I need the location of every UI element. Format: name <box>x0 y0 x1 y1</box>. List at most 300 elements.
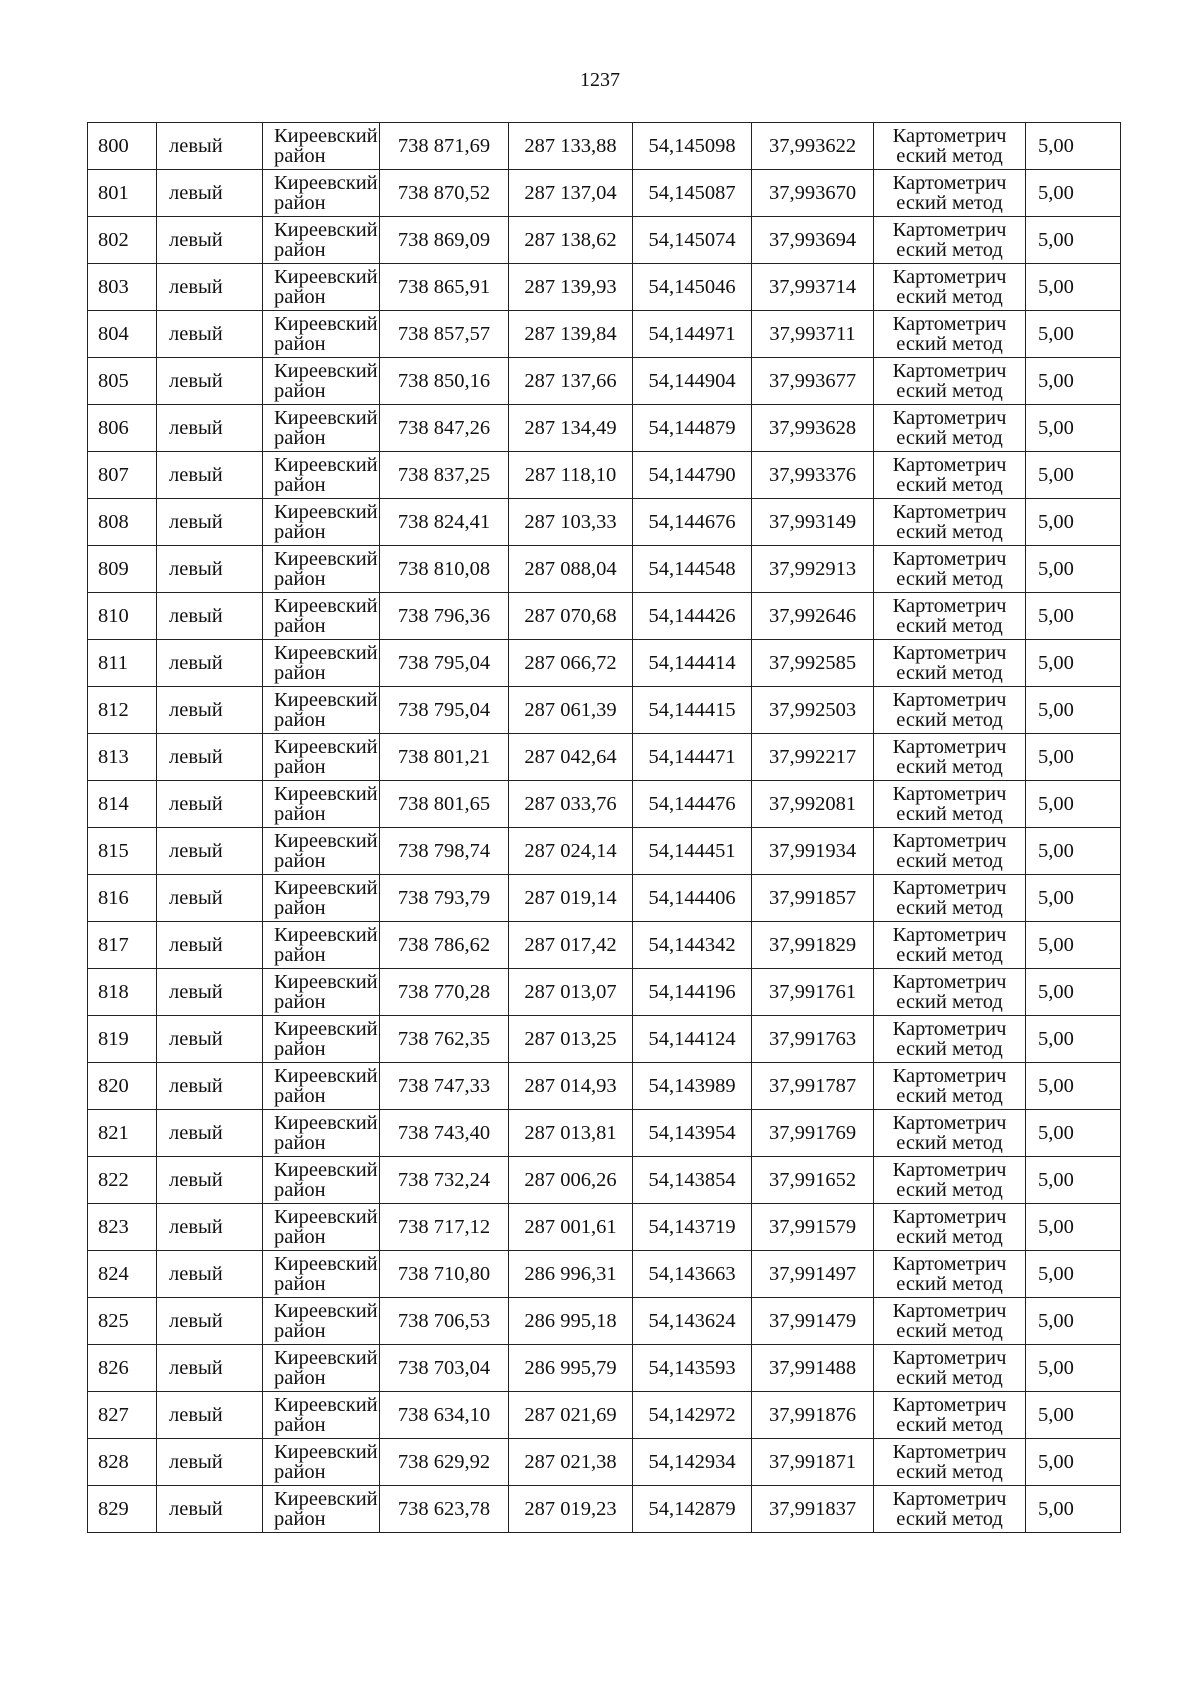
cell-x: 738 870,52 <box>380 170 509 217</box>
cell-region <box>263 1063 380 1110</box>
cell-method-line: Картометрич <box>892 1394 1007 1416</box>
cell-method-line: еский метод <box>896 286 1003 308</box>
table-body <box>88 123 1121 1533</box>
cell-side: левый <box>157 781 263 828</box>
cell-x: 738 810,08 <box>380 546 509 593</box>
cell-longitude: 37,991871 <box>752 1439 874 1486</box>
cell-region-line: район <box>274 1132 326 1154</box>
cell-region-line: Киреевский <box>274 1347 378 1369</box>
cell-region-line: район <box>274 756 326 778</box>
cell-region <box>263 358 380 405</box>
cell-latitude: 54,144476 <box>633 781 752 828</box>
table-row <box>88 311 1121 358</box>
table-row <box>88 687 1121 734</box>
table-row <box>88 1204 1121 1251</box>
cell-accuracy: 5,00 <box>1026 123 1121 170</box>
cell-side: левый <box>157 687 263 734</box>
cell-method <box>874 734 1026 781</box>
cell-region-line: Киреевский <box>274 971 378 993</box>
cell-longitude: 37,993670 <box>752 170 874 217</box>
cell-method <box>874 640 1026 687</box>
cell-region-line: Киреевский <box>274 1112 378 1134</box>
cell-region-line: район <box>274 1367 326 1389</box>
cell-region-line: район <box>274 333 326 355</box>
cell-point-number: 802 <box>88 217 157 264</box>
cell-side: левый <box>157 922 263 969</box>
cell-longitude: 37,992585 <box>752 640 874 687</box>
cell-point-number: 813 <box>88 734 157 781</box>
cell-x: 738 786,62 <box>380 922 509 969</box>
cell-region-line: Киреевский <box>274 407 378 429</box>
cell-region <box>263 1110 380 1157</box>
cell-longitude: 37,993714 <box>752 264 874 311</box>
cell-method-line: Картометрич <box>892 1300 1007 1322</box>
cell-side: левый <box>157 1063 263 1110</box>
table-row <box>88 1345 1121 1392</box>
table-row <box>88 828 1121 875</box>
cell-method-line: еский метод <box>896 850 1003 872</box>
cell-region <box>263 593 380 640</box>
cell-point-number: 805 <box>88 358 157 405</box>
cell-method-line: еский метод <box>896 803 1003 825</box>
cell-method-line: Картометрич <box>892 924 1007 946</box>
cell-y: 287 088,04 <box>509 546 633 593</box>
cell-x: 738 793,79 <box>380 875 509 922</box>
cell-method-line: еский метод <box>896 1132 1003 1154</box>
cell-region <box>263 1204 380 1251</box>
cell-point-number: 822 <box>88 1157 157 1204</box>
cell-method-line: еский метод <box>896 709 1003 731</box>
cell-region <box>263 311 380 358</box>
table-row <box>88 358 1121 405</box>
cell-method-line: Картометрич <box>892 595 1007 617</box>
cell-accuracy: 5,00 <box>1026 687 1121 734</box>
cell-y: 287 019,23 <box>509 1486 633 1533</box>
cell-method <box>874 1251 1026 1298</box>
cell-method-line: еский метод <box>896 145 1003 167</box>
cell-point-number: 810 <box>88 593 157 640</box>
cell-y: 287 001,61 <box>509 1204 633 1251</box>
cell-region-line: район <box>274 1414 326 1436</box>
cell-region-line: Киреевский <box>274 1065 378 1087</box>
cell-accuracy: 5,00 <box>1026 1298 1121 1345</box>
cell-method <box>874 358 1026 405</box>
cell-region <box>263 1486 380 1533</box>
cell-method-line: Картометрич <box>892 360 1007 382</box>
cell-region <box>263 264 380 311</box>
cell-region-line: район <box>274 1461 326 1483</box>
cell-side: левый <box>157 123 263 170</box>
cell-region <box>263 734 380 781</box>
cell-side: левый <box>157 1204 263 1251</box>
cell-x: 738 871,69 <box>380 123 509 170</box>
cell-method-line: еский метод <box>896 662 1003 684</box>
cell-longitude: 37,993694 <box>752 217 874 264</box>
cell-region-line: район <box>274 662 326 684</box>
cell-side: левый <box>157 1298 263 1345</box>
cell-method <box>874 875 1026 922</box>
cell-side: левый <box>157 358 263 405</box>
cell-region <box>263 687 380 734</box>
cell-latitude: 54,142879 <box>633 1486 752 1533</box>
table-row <box>88 1392 1121 1439</box>
cell-region-line: район <box>274 1273 326 1295</box>
cell-accuracy: 5,00 <box>1026 1392 1121 1439</box>
cell-y: 287 013,81 <box>509 1110 633 1157</box>
cell-region-line: Киреевский <box>274 736 378 758</box>
cell-method-line: еский метод <box>896 1038 1003 1060</box>
cell-region-line: Киреевский <box>274 548 378 570</box>
cell-accuracy: 5,00 <box>1026 1110 1121 1157</box>
cell-region-line: район <box>274 991 326 1013</box>
cell-side: левый <box>157 640 263 687</box>
cell-latitude: 54,144426 <box>633 593 752 640</box>
cell-x: 738 710,80 <box>380 1251 509 1298</box>
cell-region-line: район <box>274 239 326 261</box>
cell-region-line: район <box>274 427 326 449</box>
table-row <box>88 170 1121 217</box>
cell-method-line: Картометрич <box>892 407 1007 429</box>
cell-region-line: Киреевский <box>274 924 378 946</box>
table-row <box>88 1486 1121 1533</box>
cell-method-line: Картометрич <box>892 1253 1007 1275</box>
cell-y: 287 066,72 <box>509 640 633 687</box>
cell-region-line: район <box>274 568 326 590</box>
cell-accuracy: 5,00 <box>1026 1439 1121 1486</box>
cell-region <box>263 1251 380 1298</box>
cell-x: 738 762,35 <box>380 1016 509 1063</box>
cell-latitude: 54,144790 <box>633 452 752 499</box>
cell-x: 738 717,12 <box>380 1204 509 1251</box>
cell-side: левый <box>157 734 263 781</box>
cell-side: левый <box>157 546 263 593</box>
cell-accuracy: 5,00 <box>1026 1063 1121 1110</box>
cell-method-line: Картометрич <box>892 1112 1007 1134</box>
cell-latitude: 54,142934 <box>633 1439 752 1486</box>
cell-longitude: 37,992646 <box>752 593 874 640</box>
cell-longitude: 37,991787 <box>752 1063 874 1110</box>
cell-method-line: еский метод <box>896 1320 1003 1342</box>
cell-latitude: 54,145074 <box>633 217 752 264</box>
cell-method-line: Картометрич <box>892 548 1007 570</box>
cell-point-number: 803 <box>88 264 157 311</box>
cell-latitude: 54,145098 <box>633 123 752 170</box>
cell-method <box>874 593 1026 640</box>
cell-longitude: 37,993622 <box>752 123 874 170</box>
cell-side: левый <box>157 452 263 499</box>
table-row <box>88 1251 1121 1298</box>
cell-method <box>874 687 1026 734</box>
cell-latitude: 54,143954 <box>633 1110 752 1157</box>
cell-y: 286 995,18 <box>509 1298 633 1345</box>
cell-region-line: Киреевский <box>274 877 378 899</box>
cell-latitude: 54,144196 <box>633 969 752 1016</box>
cell-accuracy: 5,00 <box>1026 1251 1121 1298</box>
cell-side: левый <box>157 1486 263 1533</box>
cell-method-line: Картометрич <box>892 266 1007 288</box>
cell-longitude: 37,993149 <box>752 499 874 546</box>
cell-method <box>874 1345 1026 1392</box>
cell-latitude: 54,144879 <box>633 405 752 452</box>
cell-x: 738 850,16 <box>380 358 509 405</box>
cell-method-line: еский метод <box>896 380 1003 402</box>
cell-point-number: 825 <box>88 1298 157 1345</box>
cell-region-line: район <box>274 192 326 214</box>
cell-region-line: район <box>274 145 326 167</box>
cell-latitude: 54,143719 <box>633 1204 752 1251</box>
cell-region <box>263 452 380 499</box>
cell-accuracy: 5,00 <box>1026 781 1121 828</box>
cell-longitude: 37,992217 <box>752 734 874 781</box>
cell-method <box>874 1486 1026 1533</box>
cell-method-line: Картометрич <box>892 1347 1007 1369</box>
cell-method <box>874 1110 1026 1157</box>
cell-region-line: Киреевский <box>274 1206 378 1228</box>
cell-accuracy: 5,00 <box>1026 969 1121 1016</box>
cell-region <box>263 1298 380 1345</box>
cell-method-line: еский метод <box>896 474 1003 496</box>
cell-region <box>263 640 380 687</box>
cell-y: 287 033,76 <box>509 781 633 828</box>
cell-region-line: район <box>274 1320 326 1342</box>
cell-region-line: район <box>274 1226 326 1248</box>
table-row <box>88 922 1121 969</box>
cell-latitude: 54,143989 <box>633 1063 752 1110</box>
cell-method-line: еский метод <box>896 568 1003 590</box>
cell-region-line: Киреевский <box>274 1488 378 1510</box>
cell-method-line: еский метод <box>896 1461 1003 1483</box>
cell-longitude: 37,991761 <box>752 969 874 1016</box>
cell-longitude: 37,992503 <box>752 687 874 734</box>
table-row <box>88 123 1121 170</box>
cell-region-line: район <box>274 286 326 308</box>
cell-method <box>874 1439 1026 1486</box>
cell-x: 738 857,57 <box>380 311 509 358</box>
cell-accuracy: 5,00 <box>1026 217 1121 264</box>
cell-point-number: 806 <box>88 405 157 452</box>
cell-region-line: район <box>274 944 326 966</box>
cell-y: 287 021,69 <box>509 1392 633 1439</box>
cell-x: 738 747,33 <box>380 1063 509 1110</box>
cell-region-line: район <box>274 1038 326 1060</box>
table-row <box>88 546 1121 593</box>
cell-point-number: 827 <box>88 1392 157 1439</box>
cell-accuracy: 5,00 <box>1026 358 1121 405</box>
cell-method-line: еский метод <box>896 1508 1003 1530</box>
cell-point-number: 800 <box>88 123 157 170</box>
cell-region-line: Киреевский <box>274 219 378 241</box>
cell-method-line: Картометрич <box>892 501 1007 523</box>
cell-method <box>874 311 1026 358</box>
cell-latitude: 54,145046 <box>633 264 752 311</box>
cell-method-line: еский метод <box>896 521 1003 543</box>
cell-region <box>263 1345 380 1392</box>
cell-region-line: район <box>274 521 326 543</box>
cell-method-line: Картометрич <box>892 125 1007 147</box>
cell-method <box>874 170 1026 217</box>
cell-y: 287 013,25 <box>509 1016 633 1063</box>
cell-region-line: Киреевский <box>274 783 378 805</box>
cell-accuracy: 5,00 <box>1026 828 1121 875</box>
cell-latitude: 54,144904 <box>633 358 752 405</box>
cell-point-number: 807 <box>88 452 157 499</box>
cell-region-line: Киреевский <box>274 689 378 711</box>
cell-region <box>263 123 380 170</box>
cell-region <box>263 1392 380 1439</box>
cell-latitude: 54,144548 <box>633 546 752 593</box>
cell-method-line: Картометрич <box>892 642 1007 664</box>
cell-method-line: еский метод <box>896 1085 1003 1107</box>
cell-region-line: район <box>274 897 326 919</box>
cell-y: 287 103,33 <box>509 499 633 546</box>
cell-y: 287 024,14 <box>509 828 633 875</box>
cell-latitude: 54,145087 <box>633 170 752 217</box>
cell-accuracy: 5,00 <box>1026 405 1121 452</box>
cell-side: левый <box>157 1016 263 1063</box>
cell-longitude: 37,991497 <box>752 1251 874 1298</box>
cell-accuracy: 5,00 <box>1026 1016 1121 1063</box>
cell-region-line: район <box>274 709 326 731</box>
cell-method <box>874 1016 1026 1063</box>
cell-longitude: 37,992081 <box>752 781 874 828</box>
table-row <box>88 1063 1121 1110</box>
cell-accuracy: 5,00 <box>1026 875 1121 922</box>
cell-region-line: район <box>274 474 326 496</box>
cell-latitude: 54,144414 <box>633 640 752 687</box>
cell-accuracy: 5,00 <box>1026 922 1121 969</box>
cell-region-line: Киреевский <box>274 313 378 335</box>
cell-region <box>263 922 380 969</box>
cell-region <box>263 405 380 452</box>
cell-latitude: 54,144451 <box>633 828 752 875</box>
cell-x: 738 770,28 <box>380 969 509 1016</box>
cell-point-number: 824 <box>88 1251 157 1298</box>
table-row <box>88 1110 1121 1157</box>
table-row <box>88 1157 1121 1204</box>
cell-method-line: Картометрич <box>892 1441 1007 1463</box>
cell-y: 287 137,66 <box>509 358 633 405</box>
cell-method-line: Картометрич <box>892 971 1007 993</box>
cell-method-line: Картометрич <box>892 1206 1007 1228</box>
cell-region-line: Киреевский <box>274 1253 378 1275</box>
cell-method <box>874 1298 1026 1345</box>
cell-method-line: еский метод <box>896 1414 1003 1436</box>
cell-y: 287 021,38 <box>509 1439 633 1486</box>
cell-point-number: 818 <box>88 969 157 1016</box>
cell-region-line: Киреевский <box>274 1394 378 1416</box>
cell-longitude: 37,991837 <box>752 1486 874 1533</box>
cell-method <box>874 922 1026 969</box>
cell-latitude: 54,144406 <box>633 875 752 922</box>
cell-longitude: 37,991579 <box>752 1204 874 1251</box>
cell-y: 286 996,31 <box>509 1251 633 1298</box>
cell-method <box>874 1392 1026 1439</box>
cell-region <box>263 875 380 922</box>
cell-side: левый <box>157 264 263 311</box>
cell-point-number: 821 <box>88 1110 157 1157</box>
cell-latitude: 54,143624 <box>633 1298 752 1345</box>
cell-longitude: 37,991488 <box>752 1345 874 1392</box>
cell-latitude: 54,144471 <box>633 734 752 781</box>
cell-y: 287 070,68 <box>509 593 633 640</box>
cell-side: левый <box>157 828 263 875</box>
cell-point-number: 814 <box>88 781 157 828</box>
cell-y: 287 013,07 <box>509 969 633 1016</box>
cell-longitude: 37,991769 <box>752 1110 874 1157</box>
cell-longitude: 37,991829 <box>752 922 874 969</box>
cell-region-line: Киреевский <box>274 1441 378 1463</box>
cell-longitude: 37,991876 <box>752 1392 874 1439</box>
cell-y: 287 014,93 <box>509 1063 633 1110</box>
cell-point-number: 828 <box>88 1439 157 1486</box>
cell-region-line: Киреевский <box>274 830 378 852</box>
cell-method-line: еский метод <box>896 427 1003 449</box>
cell-method-line: еский метод <box>896 1367 1003 1389</box>
coordinates-table <box>87 122 1121 1533</box>
cell-y: 287 118,10 <box>509 452 633 499</box>
cell-longitude: 37,991857 <box>752 875 874 922</box>
cell-side: левый <box>157 593 263 640</box>
cell-method-line: еский метод <box>896 1273 1003 1295</box>
cell-method-line: Картометрич <box>892 313 1007 335</box>
cell-method-line: еский метод <box>896 991 1003 1013</box>
cell-accuracy: 5,00 <box>1026 640 1121 687</box>
cell-latitude: 54,143593 <box>633 1345 752 1392</box>
cell-x: 738 837,25 <box>380 452 509 499</box>
cell-region <box>263 170 380 217</box>
cell-method <box>874 828 1026 875</box>
cell-region-line: Киреевский <box>274 1300 378 1322</box>
cell-side: левый <box>157 1392 263 1439</box>
cell-method <box>874 405 1026 452</box>
cell-region <box>263 781 380 828</box>
cell-longitude: 37,991763 <box>752 1016 874 1063</box>
cell-y: 287 139,84 <box>509 311 633 358</box>
cell-accuracy: 5,00 <box>1026 452 1121 499</box>
cell-y: 287 138,62 <box>509 217 633 264</box>
cell-longitude: 37,991479 <box>752 1298 874 1345</box>
cell-point-number: 811 <box>88 640 157 687</box>
cell-region-line: Киреевский <box>274 1018 378 1040</box>
cell-accuracy: 5,00 <box>1026 1486 1121 1533</box>
table-row <box>88 264 1121 311</box>
cell-point-number: 829 <box>88 1486 157 1533</box>
cell-side: левый <box>157 311 263 358</box>
cell-region <box>263 1016 380 1063</box>
cell-method-line: еский метод <box>896 239 1003 261</box>
cell-x: 738 869,09 <box>380 217 509 264</box>
cell-latitude: 54,143854 <box>633 1157 752 1204</box>
table-row <box>88 781 1121 828</box>
cell-longitude: 37,992913 <box>752 546 874 593</box>
cell-accuracy: 5,00 <box>1026 170 1121 217</box>
cell-region <box>263 217 380 264</box>
cell-latitude: 54,144342 <box>633 922 752 969</box>
cell-latitude: 54,142972 <box>633 1392 752 1439</box>
cell-latitude: 54,144676 <box>633 499 752 546</box>
cell-y: 287 061,39 <box>509 687 633 734</box>
cell-point-number: 812 <box>88 687 157 734</box>
cell-longitude: 37,993376 <box>752 452 874 499</box>
cell-region-line: район <box>274 380 326 402</box>
cell-method <box>874 546 1026 593</box>
cell-method-line: Картометрич <box>892 736 1007 758</box>
cell-longitude: 37,993628 <box>752 405 874 452</box>
cell-region <box>263 1439 380 1486</box>
cell-region <box>263 499 380 546</box>
cell-region-line: район <box>274 615 326 637</box>
cell-y: 287 042,64 <box>509 734 633 781</box>
